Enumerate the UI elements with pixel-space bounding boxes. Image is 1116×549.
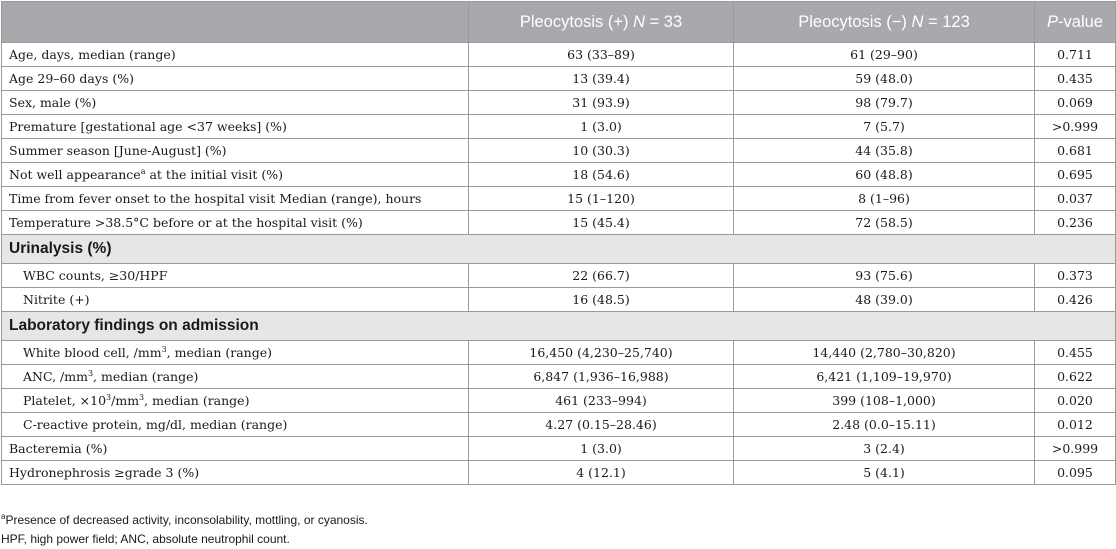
cell-positive: 4 (12.1) bbox=[469, 461, 734, 485]
cell-positive: 15 (1–120) bbox=[469, 187, 734, 211]
cell-negative: 2.48 (0.0–15.11) bbox=[734, 413, 1035, 437]
cell-positive: 461 (233–994) bbox=[469, 389, 734, 413]
cell-negative: 6,421 (1,109–19,970) bbox=[734, 365, 1035, 389]
cell-p-value: >0.999 bbox=[1035, 115, 1116, 139]
cell-negative: 48 (39.0) bbox=[734, 288, 1035, 312]
row-label: Hydronephrosis ≥grade 3 (%) bbox=[2, 461, 469, 485]
cell-negative: 7 (5.7) bbox=[734, 115, 1035, 139]
table-row bbox=[2, 365, 1116, 389]
row-label: Premature [gestational age <37 weeks] (%) bbox=[2, 115, 469, 139]
row-label: WBC counts, ≥30/HPF bbox=[2, 264, 469, 288]
table-row bbox=[2, 187, 1116, 211]
table-row bbox=[2, 341, 1116, 365]
table-row bbox=[2, 461, 1116, 485]
cell-positive: 16,450 (4,230–25,740) bbox=[469, 341, 734, 365]
row-label: C-reactive protein, mg/dl, median (range) bbox=[2, 413, 469, 437]
cell-p-value: 0.012 bbox=[1035, 413, 1116, 437]
row-label: Bacteremia (%) bbox=[2, 437, 469, 461]
table-row bbox=[2, 264, 1116, 288]
cell-negative: 3 (2.4) bbox=[734, 437, 1035, 461]
cell-p-value: 0.622 bbox=[1035, 365, 1116, 389]
cell-positive: 15 (45.4) bbox=[469, 211, 734, 235]
section-title: Laboratory findings on admission bbox=[2, 312, 1116, 341]
cell-negative: 44 (35.8) bbox=[734, 139, 1035, 163]
footnote-marker: a bbox=[140, 166, 146, 176]
cell-negative: 5 (4.1) bbox=[734, 461, 1035, 485]
row-label: Nitrite (+) bbox=[2, 288, 469, 312]
cell-negative: 60 (48.8) bbox=[734, 163, 1035, 187]
cell-negative: 399 (108–1,000) bbox=[734, 389, 1035, 413]
cell-p-value: 0.681 bbox=[1035, 139, 1116, 163]
table-row bbox=[2, 67, 1116, 91]
cell-p-value: 0.455 bbox=[1035, 341, 1116, 365]
table-row bbox=[2, 43, 1116, 67]
header-pleocytosis-negative: Pleocytosis (−) N = 123 bbox=[734, 2, 1035, 43]
cell-negative: 59 (48.0) bbox=[734, 67, 1035, 91]
header-row bbox=[2, 2, 1116, 43]
cell-p-value: 0.236 bbox=[1035, 211, 1116, 235]
row-label: White blood cell, $/mm^3$, median (range) bbox=[2, 341, 469, 365]
row-label: Summer season [June-August] (%) bbox=[2, 139, 469, 163]
comparison-table bbox=[1, 1, 1116, 485]
cell-positive: 13 (39.4) bbox=[469, 67, 734, 91]
table-row bbox=[2, 413, 1116, 437]
cell-positive: 1 (3.0) bbox=[469, 115, 734, 139]
row-label: Age, days, median (range) bbox=[2, 43, 469, 67]
table-row bbox=[2, 389, 1116, 413]
cell-p-value: 0.069 bbox=[1035, 91, 1116, 115]
cell-positive: 31 (93.9) bbox=[469, 91, 734, 115]
cell-positive: 22 (66.7) bbox=[469, 264, 734, 288]
table-row bbox=[2, 139, 1116, 163]
cell-p-value: 0.711 bbox=[1035, 43, 1116, 67]
row-label: Age 29–60 days (%) bbox=[2, 67, 469, 91]
section-header-lab bbox=[2, 312, 1116, 341]
cell-positive: 10 (30.3) bbox=[469, 139, 734, 163]
cell-positive: 18 (54.6) bbox=[469, 163, 734, 187]
table-row bbox=[2, 115, 1116, 139]
cell-p-value: 0.037 bbox=[1035, 187, 1116, 211]
header-variable bbox=[2, 2, 469, 43]
cell-positive: 4.27 (0.15–28.46) bbox=[469, 413, 734, 437]
cell-negative: 14,440 (2,780–30,820) bbox=[734, 341, 1035, 365]
row-label: Platelet, $\times 10^3/mm^3$, median (range) bbox=[2, 389, 469, 413]
cell-positive: 16 (48.5) bbox=[469, 288, 734, 312]
section-title: Urinalysis (%) bbox=[2, 235, 1116, 264]
cell-p-value: 0.020 bbox=[1035, 389, 1116, 413]
cell-negative: 72 (58.5) bbox=[734, 211, 1035, 235]
cell-p-value: 0.373 bbox=[1035, 264, 1116, 288]
cell-p-value: 0.435 bbox=[1035, 67, 1116, 91]
cell-p-value: 0.426 bbox=[1035, 288, 1116, 312]
table-row bbox=[2, 288, 1116, 312]
row-label: Temperature >38.5°C before or at the hospital visit (%) bbox=[2, 211, 469, 235]
cell-positive: 6,847 (1,936–16,988) bbox=[469, 365, 734, 389]
section-header-urinalysis bbox=[2, 235, 1116, 264]
cell-p-value: >0.999 bbox=[1035, 437, 1116, 461]
header-pleocytosis-positive: Pleocytosis (+) N = 33 bbox=[469, 2, 734, 43]
table-row bbox=[2, 211, 1116, 235]
footnote-abbreviations: HPF, high power field; ANC, absolute neutrophil count. bbox=[1, 532, 290, 546]
row-label: Not well appearance$^a$ at the initial visit (%) bbox=[2, 163, 469, 187]
row-label: Time from fever onset to the hospital visit Median (range), hours bbox=[2, 187, 469, 211]
table-row bbox=[2, 91, 1116, 115]
cell-positive: 63 (33–89) bbox=[469, 43, 734, 67]
cell-p-value: 0.695 bbox=[1035, 163, 1116, 187]
header-p-value: P-value bbox=[1035, 2, 1116, 43]
footnote-a: $^a$Presence of decreased activity, inconsolability, mottling, or cyanosis. bbox=[1, 512, 368, 527]
table-footnotes bbox=[1, 511, 368, 549]
row-label: ANC, $/mm^3$, median (range) bbox=[2, 365, 469, 389]
cell-p-value: 0.095 bbox=[1035, 461, 1116, 485]
cell-negative: 93 (75.6) bbox=[734, 264, 1035, 288]
table-row bbox=[2, 437, 1116, 461]
cell-positive: 1 (3.0) bbox=[469, 437, 734, 461]
table-row bbox=[2, 163, 1116, 187]
cell-negative: 61 (29–90) bbox=[734, 43, 1035, 67]
cell-negative: 8 (1–96) bbox=[734, 187, 1035, 211]
cell-negative: 98 (79.7) bbox=[734, 91, 1035, 115]
row-label: Sex, male (%) bbox=[2, 91, 469, 115]
